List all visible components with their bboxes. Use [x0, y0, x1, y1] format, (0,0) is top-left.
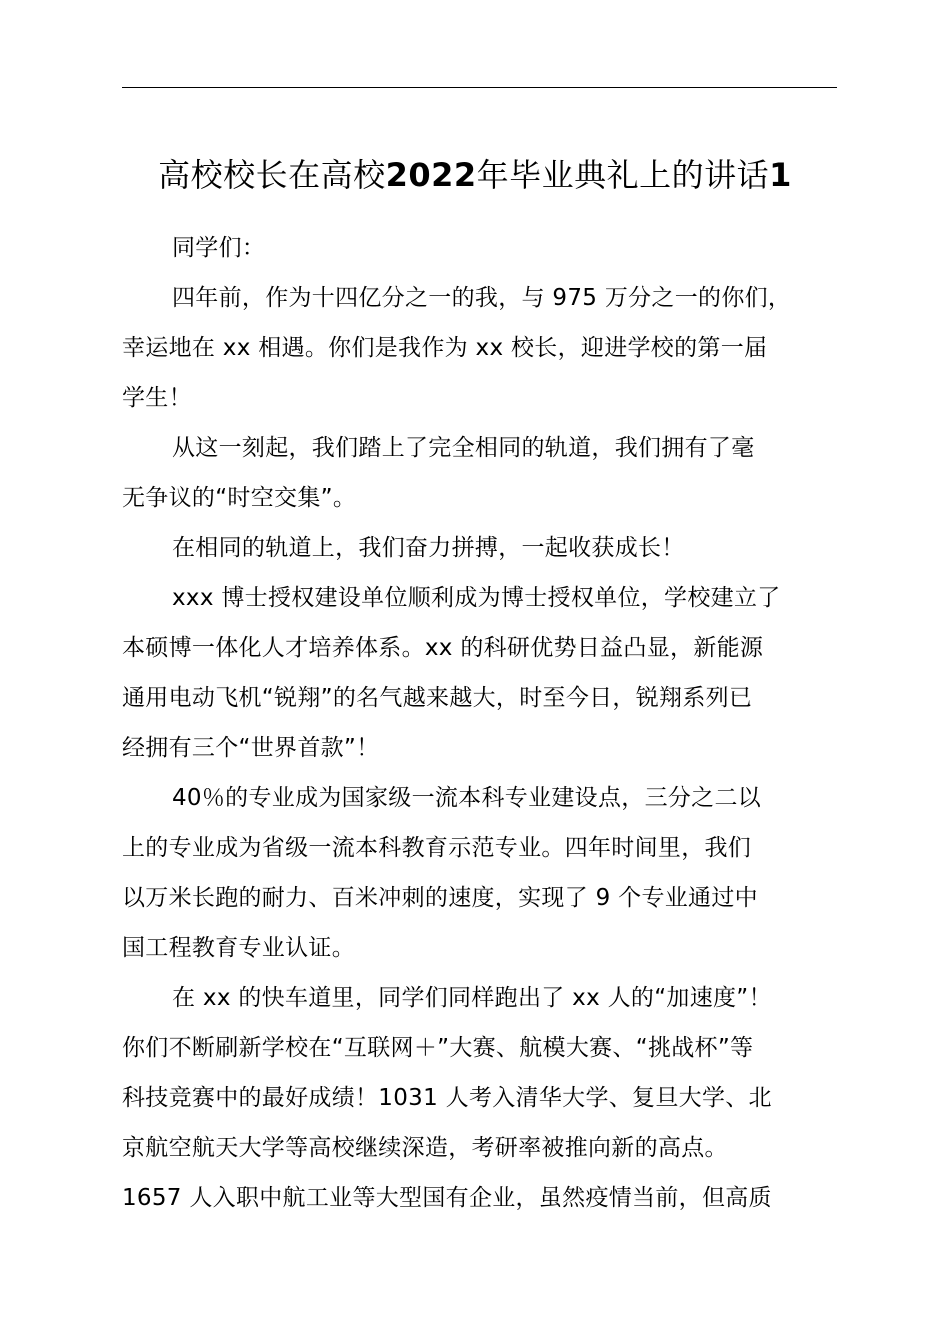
document-body	[122, 223, 842, 1223]
text-line: 通用电动飞机“锐翔”的名气越来越大，时至今日，锐翔系列已	[122, 685, 753, 711]
paragraph-students	[122, 973, 842, 1223]
text-line: 科技竞赛中的最好成绩！1031 人考入清华大学、复旦大学、北	[122, 1085, 772, 1111]
text-line: 学生！	[122, 385, 192, 411]
paragraph-majors	[122, 773, 842, 973]
text-line: 国工程教育专业认证。	[122, 935, 355, 961]
document-title	[0, 150, 950, 200]
paragraph-greeting	[122, 223, 842, 273]
title-middle: 年毕业典礼上的讲话	[476, 156, 770, 194]
text-line: 本硕博一体化人才培养体系。xx 的科研优势日益凸显，新能源	[122, 635, 764, 661]
header-rule	[122, 87, 837, 88]
text-line: 以万米长跑的耐力、百米冲刺的速度，实现了 9 个专业通过中	[122, 885, 758, 911]
title-number: 1	[769, 156, 792, 194]
text-line: 四年前，作为十四亿分之一的我，与 975 万分之一的你们，	[172, 285, 792, 311]
text-line: 京航空航天大学等高校继续深造，考研率被推向新的高点。	[122, 1135, 728, 1161]
title-year: 2022	[385, 156, 477, 194]
text-line: 在相同的轨道上，我们奋力拼搏，一起收获成长！	[172, 535, 685, 561]
paragraph-track	[122, 423, 842, 523]
paragraph-research	[122, 573, 842, 773]
text-line: 1657 人入职中航工业等大型国有企业，虽然疫情当前，但高质	[122, 1185, 772, 1211]
title-prefix: 高校校长在高校	[158, 156, 386, 194]
paragraph-growth	[122, 523, 842, 573]
text-line: xxx 博士授权建设单位顺利成为博士授权单位，学校建立了	[172, 585, 781, 611]
text-line: 40％的专业成为国家级一流本科专业建设点，三分之二以	[172, 785, 762, 811]
text-line: 上的专业成为省级一流本科教育示范专业。四年时间里，我们	[122, 835, 752, 861]
paragraph-intro	[122, 273, 842, 423]
text-line: 幸运地在 xx 相遇。你们是我作为 xx 校长，迎进学校的第一届	[122, 335, 768, 361]
text-line: 你们不断刷新学校在“互联网＋”大赛、航模大赛、“挑战杯”等	[122, 1035, 754, 1061]
text-line: 同学们：	[172, 235, 266, 261]
text-line: 从这一刻起，我们踏上了完全相同的轨道，我们拥有了毫	[172, 435, 755, 461]
text-line: 在 xx 的快车道里，同学们同样跑出了 xx 人的“加速度”！	[172, 985, 772, 1011]
text-line: 经拥有三个“世界首款”！	[122, 735, 380, 761]
text-line: 无争议的“时空交集”。	[122, 485, 357, 511]
